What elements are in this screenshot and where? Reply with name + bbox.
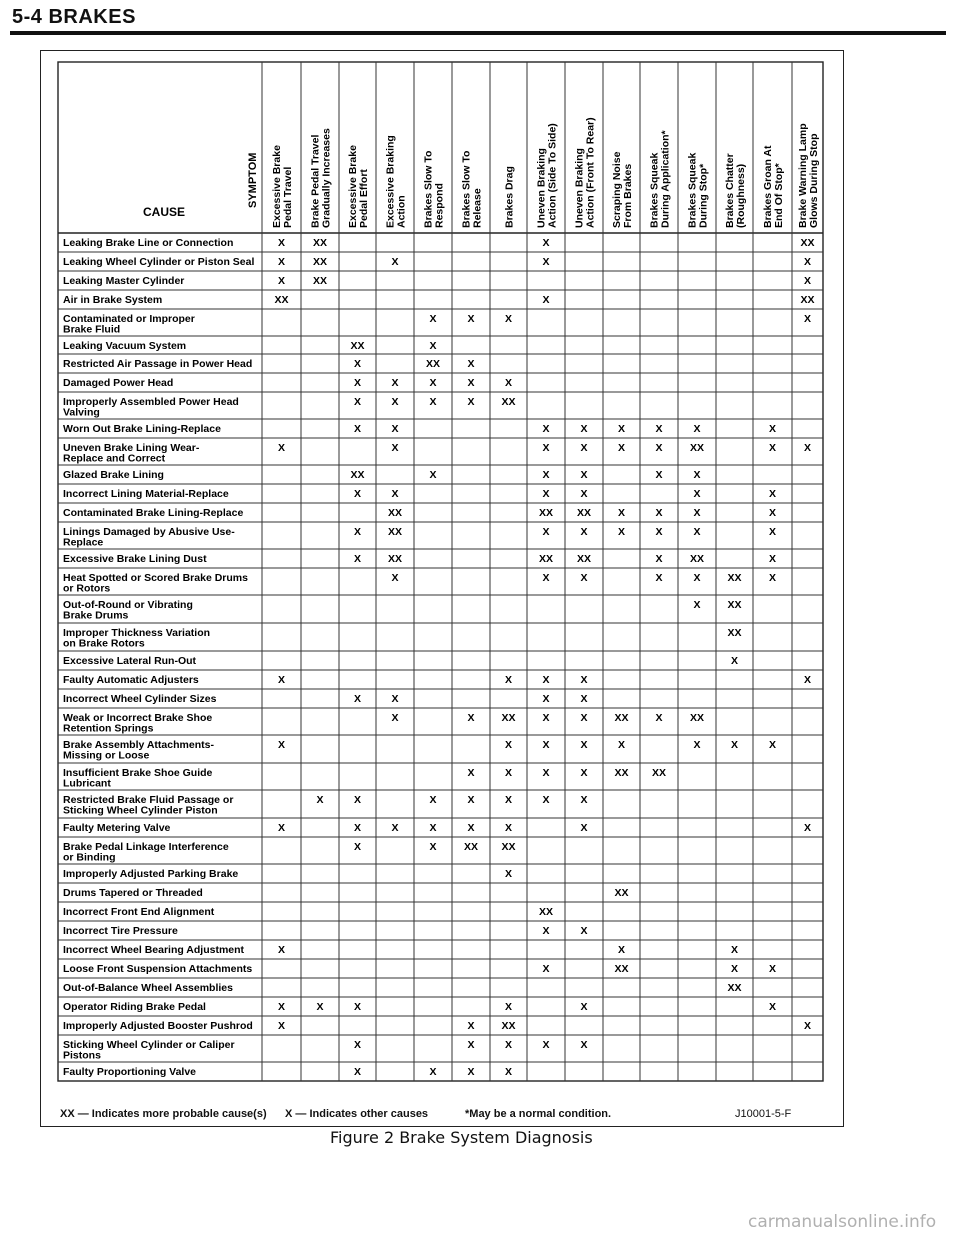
symptom-label: Brakes Squeak (648, 152, 661, 228)
cause-mark: X (542, 469, 550, 481)
cause-mark: X (768, 442, 777, 454)
cause-mark: X (504, 868, 513, 880)
cause-mark: X (391, 396, 399, 408)
cause-header: CAUSE (143, 205, 186, 219)
cause-mark: X (580, 442, 588, 454)
figure-code: J10001-5-F (735, 1108, 792, 1120)
cause-mark: X (768, 572, 777, 584)
cause-mark: XX (614, 963, 629, 975)
cause-mark: X (542, 526, 550, 538)
cause-mark: X (429, 1066, 437, 1078)
cause-mark: XX (538, 553, 554, 565)
cause-mark: X (353, 423, 362, 435)
symptom-label: Scraping Noise (611, 151, 623, 228)
cause-label: Faulty Automatic Adjusters (63, 674, 199, 686)
cause-mark: X (542, 1039, 550, 1051)
cause-mark: XX (501, 396, 516, 408)
cause-mark: XX (312, 256, 328, 268)
cause-label: Excessive Lateral Run-Out (63, 655, 197, 667)
cause-mark: X (542, 423, 550, 435)
cause-label: Air in Brake System (63, 294, 163, 306)
symptom-label: Brakes Groan At (762, 145, 774, 228)
cause-mark: X (467, 377, 475, 389)
symptom-label: End Of Stop* (773, 163, 785, 228)
cause-mark: X (504, 674, 513, 686)
cause-mark: X (730, 739, 739, 751)
cause-mark: X (504, 313, 513, 325)
cause-mark: X (693, 572, 701, 584)
cause-label: Sticking Wheel Cylinder Piston (63, 804, 218, 817)
cause-mark: XX (312, 275, 328, 287)
symptom-label: Action (Side To Side) (546, 123, 559, 228)
cause-mark: X (803, 674, 812, 686)
cause-mark: X (803, 256, 812, 268)
cause-mark: X (617, 944, 626, 956)
cause-mark: X (353, 1066, 362, 1078)
cause-mark: X (617, 507, 626, 519)
cause-mark: X (693, 507, 701, 519)
cause-mark: X (580, 469, 588, 481)
cause-mark: XX (727, 572, 742, 584)
cause-label: Brake Fluid (63, 323, 121, 336)
cause-mark: X (580, 712, 588, 724)
cause-mark: X (693, 488, 701, 500)
symptom-label: Release (471, 188, 484, 228)
cause-mark: X (353, 358, 362, 370)
cause-mark: XX (501, 712, 516, 724)
cause-label: Pistons (63, 1049, 101, 1062)
cause-mark: X (803, 1020, 812, 1032)
symptom-label: Excessive Braking (384, 135, 397, 228)
cause-mark: XX (425, 358, 441, 370)
cause-label: Sticking Wheel Cylinder or Caliper (63, 1039, 235, 1051)
cause-mark: X (391, 693, 399, 705)
cause-mark: XX (350, 340, 365, 352)
cause-mark: X (693, 739, 701, 751)
cause-mark: X (353, 1001, 362, 1013)
symptom-label: Brakes Squeak (686, 152, 699, 228)
cause-mark: XX (387, 526, 403, 538)
cause-mark: XX (312, 237, 328, 249)
cause-mark: X (277, 256, 286, 268)
cause-mark: X (504, 1001, 513, 1013)
symptom-label: Glows During Stop (808, 133, 820, 228)
symptom-label: Pedal Effort (358, 169, 370, 228)
cause-label: Leaking Wheel Cylinder or Piston Seal (63, 256, 255, 268)
cause-mark: XX (800, 237, 815, 249)
cause-mark: XX (614, 887, 629, 899)
cause-mark: X (580, 693, 588, 705)
cause-mark: X (542, 767, 550, 779)
cause-mark: XX (387, 553, 403, 565)
cause-mark: X (655, 423, 663, 435)
cause-mark: X (580, 925, 588, 937)
section-title: 5-4 BRAKES (12, 6, 136, 28)
cause-mark: X (429, 841, 437, 853)
cause-mark: X (655, 572, 663, 584)
cause-mark: X (467, 1020, 475, 1032)
cause-mark: XX (689, 712, 705, 724)
cause-label: Leaking Master Cylinder (63, 275, 185, 287)
symptom-label: Respond (433, 183, 446, 228)
symptom-label: Brakes Drag (503, 166, 516, 228)
cause-mark: XX (689, 442, 705, 454)
cause-mark: X (580, 572, 588, 584)
cause-mark: X (467, 1066, 475, 1078)
cause-mark: X (277, 275, 286, 287)
cause-mark: X (353, 377, 362, 389)
cause-mark: X (353, 553, 362, 565)
cause-mark: X (542, 712, 550, 724)
cause-mark: X (542, 693, 550, 705)
cause-mark: X (429, 794, 437, 806)
cause-mark: X (467, 794, 475, 806)
footnote-star: *May be a normal condition. (465, 1108, 612, 1120)
cause-label: Faulty Proportioning Valve (63, 1066, 197, 1078)
cause-mark: X (504, 794, 513, 806)
cause-mark: X (277, 237, 286, 249)
cause-mark: X (316, 1001, 324, 1013)
cause-mark: X (580, 794, 588, 806)
cause-label: Heat Spotted or Scored Brake Drums (63, 572, 248, 584)
cause-mark: X (542, 572, 550, 584)
cause-mark: XX (614, 712, 629, 724)
cause-mark: X (353, 822, 362, 834)
cause-label: Incorrect Front End Alignment (63, 906, 215, 918)
cause-label: Weak or Incorrect Brake Shoe (63, 712, 213, 724)
cause-mark: X (504, 377, 513, 389)
cause-mark: X (542, 674, 550, 686)
cause-label: on Brake Rotors (63, 637, 145, 650)
cause-mark: X (617, 442, 626, 454)
symptom-label: During Application* (659, 130, 672, 228)
cause-label: Brake Assembly Attachments- (63, 739, 214, 751)
cause-mark: X (429, 396, 437, 408)
symptom-label: Action (395, 195, 408, 228)
cause-mark: X (542, 488, 550, 500)
cause-mark: X (277, 1001, 286, 1013)
cause-label: Lubricant (63, 777, 111, 790)
cause-mark: X (353, 693, 362, 705)
cause-mark: X (730, 655, 739, 667)
cause-mark: X (467, 712, 475, 724)
symptom-label: Gradually Increases (320, 128, 333, 228)
cause-mark: X (504, 822, 513, 834)
cause-mark: X (580, 1039, 588, 1051)
cause-label: Brake Pedal Linkage Interference (63, 841, 229, 853)
cause-mark: X (730, 944, 739, 956)
cause-mark: X (391, 377, 399, 389)
symptom-label: Uneven Braking (573, 148, 586, 228)
cause-mark: XX (501, 841, 516, 853)
cause-mark: X (429, 822, 437, 834)
cause-mark: XX (350, 469, 365, 481)
cause-label: Operator Riding Brake Pedal (63, 1001, 206, 1013)
cause-mark: X (353, 1039, 362, 1051)
cause-mark: X (693, 423, 701, 435)
cause-label: Missing or Loose (63, 749, 150, 762)
cause-mark: X (768, 963, 777, 975)
cause-mark: XX (689, 553, 705, 565)
cause-mark: XX (274, 294, 289, 306)
cause-mark: X (768, 488, 777, 500)
cause-mark: X (655, 469, 663, 481)
cause-mark: XX (727, 627, 742, 639)
cause-label: Improperly Adjusted Booster Pushrod (63, 1020, 253, 1032)
cause-label: Linings Damaged by Abusive Use- (63, 526, 235, 538)
symptom-label: Excessive Brake (347, 145, 359, 228)
cause-mark: X (655, 442, 663, 454)
cause-label: Incorrect Tire Pressure (63, 925, 178, 937)
cause-label: Replace and Correct (63, 452, 166, 465)
cause-mark: X (803, 822, 812, 834)
cause-mark: X (768, 526, 777, 538)
cause-label: Incorrect Wheel Cylinder Sizes (63, 693, 217, 705)
cause-mark: X (803, 275, 812, 287)
figure-caption: Figure 2 Brake System Diagnosis (330, 1128, 593, 1147)
cause-mark: X (580, 767, 588, 779)
cause-label: Worn Out Brake Lining-Replace (63, 423, 221, 435)
cause-label: Excessive Brake Lining Dust (63, 553, 207, 565)
cause-mark: X (617, 526, 626, 538)
cause-mark: X (768, 553, 777, 565)
cause-mark: X (580, 739, 588, 751)
cause-mark: X (768, 507, 777, 519)
cause-mark: X (768, 1001, 777, 1013)
cause-mark: X (391, 442, 399, 454)
cause-mark: X (504, 1066, 513, 1078)
cause-mark: XX (576, 553, 592, 565)
cause-mark: X (504, 767, 513, 779)
cause-mark: X (391, 488, 399, 500)
cause-label: Out-of-Balance Wheel Assemblies (63, 982, 233, 994)
cause-mark: X (542, 256, 550, 268)
cause-mark: X (277, 822, 286, 834)
cause-mark: XX (727, 599, 742, 611)
cause-mark: X (617, 423, 626, 435)
cause-mark: X (655, 553, 663, 565)
cause-mark: X (467, 358, 475, 370)
cause-label: or Binding (63, 851, 116, 864)
symptom-label: Pedal Travel (282, 166, 294, 228)
cause-label: Leaking Vacuum System (63, 340, 187, 352)
cause-mark: X (353, 794, 362, 806)
cause-mark: X (768, 739, 777, 751)
cause-mark: XX (727, 982, 742, 994)
cause-mark: X (504, 1039, 513, 1051)
symptom-label: Brakes Slow To (422, 150, 435, 228)
cause-label: Drums Tapered or Threaded (63, 887, 203, 899)
cause-label: Valving (63, 406, 100, 419)
symptom-label: Brake Warning Lamp (797, 123, 809, 228)
cause-mark: X (467, 1039, 475, 1051)
cause-mark: X (316, 794, 324, 806)
cause-mark: X (580, 822, 588, 834)
symptom-header: SYMPTOM (247, 152, 259, 208)
cause-mark: X (391, 712, 399, 724)
cause-mark: X (391, 256, 399, 268)
cause-label: Glazed Brake Lining (63, 469, 164, 481)
cause-mark: X (655, 712, 663, 724)
cause-label: Faulty Metering Valve (63, 822, 171, 834)
cause-label: Incorrect Lining Material-Replace (63, 488, 229, 500)
cause-label: Improper Thickness Variation (63, 627, 211, 639)
cause-mark: XX (614, 767, 629, 779)
cause-mark: X (429, 340, 437, 352)
cause-label: or Rotors (63, 582, 111, 595)
cause-mark: X (542, 294, 550, 306)
symptom-label: Brakes Slow To (460, 150, 473, 228)
cause-mark: X (504, 739, 513, 751)
symptom-label: Action (Front To Rear) (584, 117, 597, 228)
footnote-xx: XX — Indicates more probable cause(s) (60, 1108, 267, 1120)
cause-mark: XX (387, 507, 403, 519)
cause-mark: X (803, 313, 812, 325)
cause-label: Contaminated or Improper (63, 313, 195, 325)
cause-mark: X (353, 526, 362, 538)
cause-mark: X (693, 469, 701, 481)
cause-label: Damaged Power Head (63, 377, 174, 389)
cause-mark: X (617, 739, 626, 751)
cause-mark: X (730, 963, 739, 975)
cause-mark: X (277, 1020, 286, 1032)
cause-mark: X (655, 526, 663, 538)
symptom-label: Brakes Chatter (724, 153, 736, 228)
cause-mark: X (277, 442, 286, 454)
cause-mark: X (277, 944, 286, 956)
cause-mark: X (391, 572, 399, 584)
cause-mark: X (803, 442, 812, 454)
cause-label: Leaking Brake Line or Connection (63, 237, 234, 249)
cause-label: Uneven Brake Lining Wear- (63, 442, 200, 454)
cause-mark: X (655, 507, 663, 519)
cause-mark: X (353, 396, 362, 408)
cause-mark: X (391, 822, 399, 834)
symptom-label: Excessive Brake (271, 145, 283, 228)
cause-mark: X (429, 469, 437, 481)
cause-mark: X (467, 396, 475, 408)
cause-mark: X (693, 599, 701, 611)
cause-mark: XX (800, 294, 815, 306)
cause-mark: XX (463, 841, 479, 853)
cause-label: Retention Springs (63, 722, 154, 735)
cause-mark: X (580, 526, 588, 538)
cause-mark: X (353, 488, 362, 500)
watermark: carmanualsonline.info (748, 1212, 937, 1232)
cause-mark: X (467, 767, 475, 779)
cause-label: Brake Drums (63, 609, 129, 622)
cause-mark: X (542, 739, 550, 751)
cause-mark: X (353, 841, 362, 853)
cause-mark: X (277, 674, 286, 686)
cause-label: Loose Front Suspension Attachments (63, 963, 253, 975)
cause-mark: X (467, 313, 475, 325)
cause-mark: X (467, 822, 475, 834)
cause-mark: X (580, 1001, 588, 1013)
cause-mark: XX (651, 767, 667, 779)
cause-label: Insufficient Brake Shoe Guide (63, 767, 213, 779)
symptom-label: (Roughness) (735, 163, 747, 228)
symptom-label: During Stop* (697, 163, 710, 228)
symptom-label: Brake Pedal Travel (309, 134, 322, 228)
cause-label: Replace (63, 536, 104, 549)
cause-label: Restricted Air Passage in Power Head (63, 358, 253, 370)
cause-mark: X (429, 313, 437, 325)
cause-mark: XX (501, 1020, 516, 1032)
cause-mark: X (429, 377, 437, 389)
cause-mark: X (391, 423, 399, 435)
cause-mark: X (580, 423, 588, 435)
footnote-x: X — Indicates other causes (285, 1108, 429, 1120)
cause-mark: X (580, 674, 588, 686)
symptom-label: Uneven Braking (535, 148, 548, 228)
cause-label: Improperly Adjusted Parking Brake (63, 868, 239, 880)
cause-mark: XX (538, 507, 554, 519)
cause-label: Incorrect Wheel Bearing Adjustment (63, 944, 245, 956)
cause-mark: X (542, 794, 550, 806)
cause-label: Restricted Brake Fluid Passage or (63, 794, 234, 806)
cause-mark: X (542, 237, 550, 249)
cause-mark: XX (538, 906, 554, 918)
cause-mark: X (277, 739, 286, 751)
cause-mark: X (542, 963, 550, 975)
cause-label: Contaminated Brake Lining-Replace (63, 507, 244, 519)
cause-mark: X (542, 925, 550, 937)
cause-mark: X (768, 423, 777, 435)
cause-mark: XX (576, 507, 592, 519)
cause-label: Out-of-Round or Vibrating (63, 599, 193, 611)
cause-mark: X (542, 442, 550, 454)
cause-label: Improperly Assembled Power Head (63, 396, 239, 408)
cause-mark: X (580, 488, 588, 500)
symptom-label: From Brakes (622, 163, 634, 228)
cause-mark: X (693, 526, 701, 538)
